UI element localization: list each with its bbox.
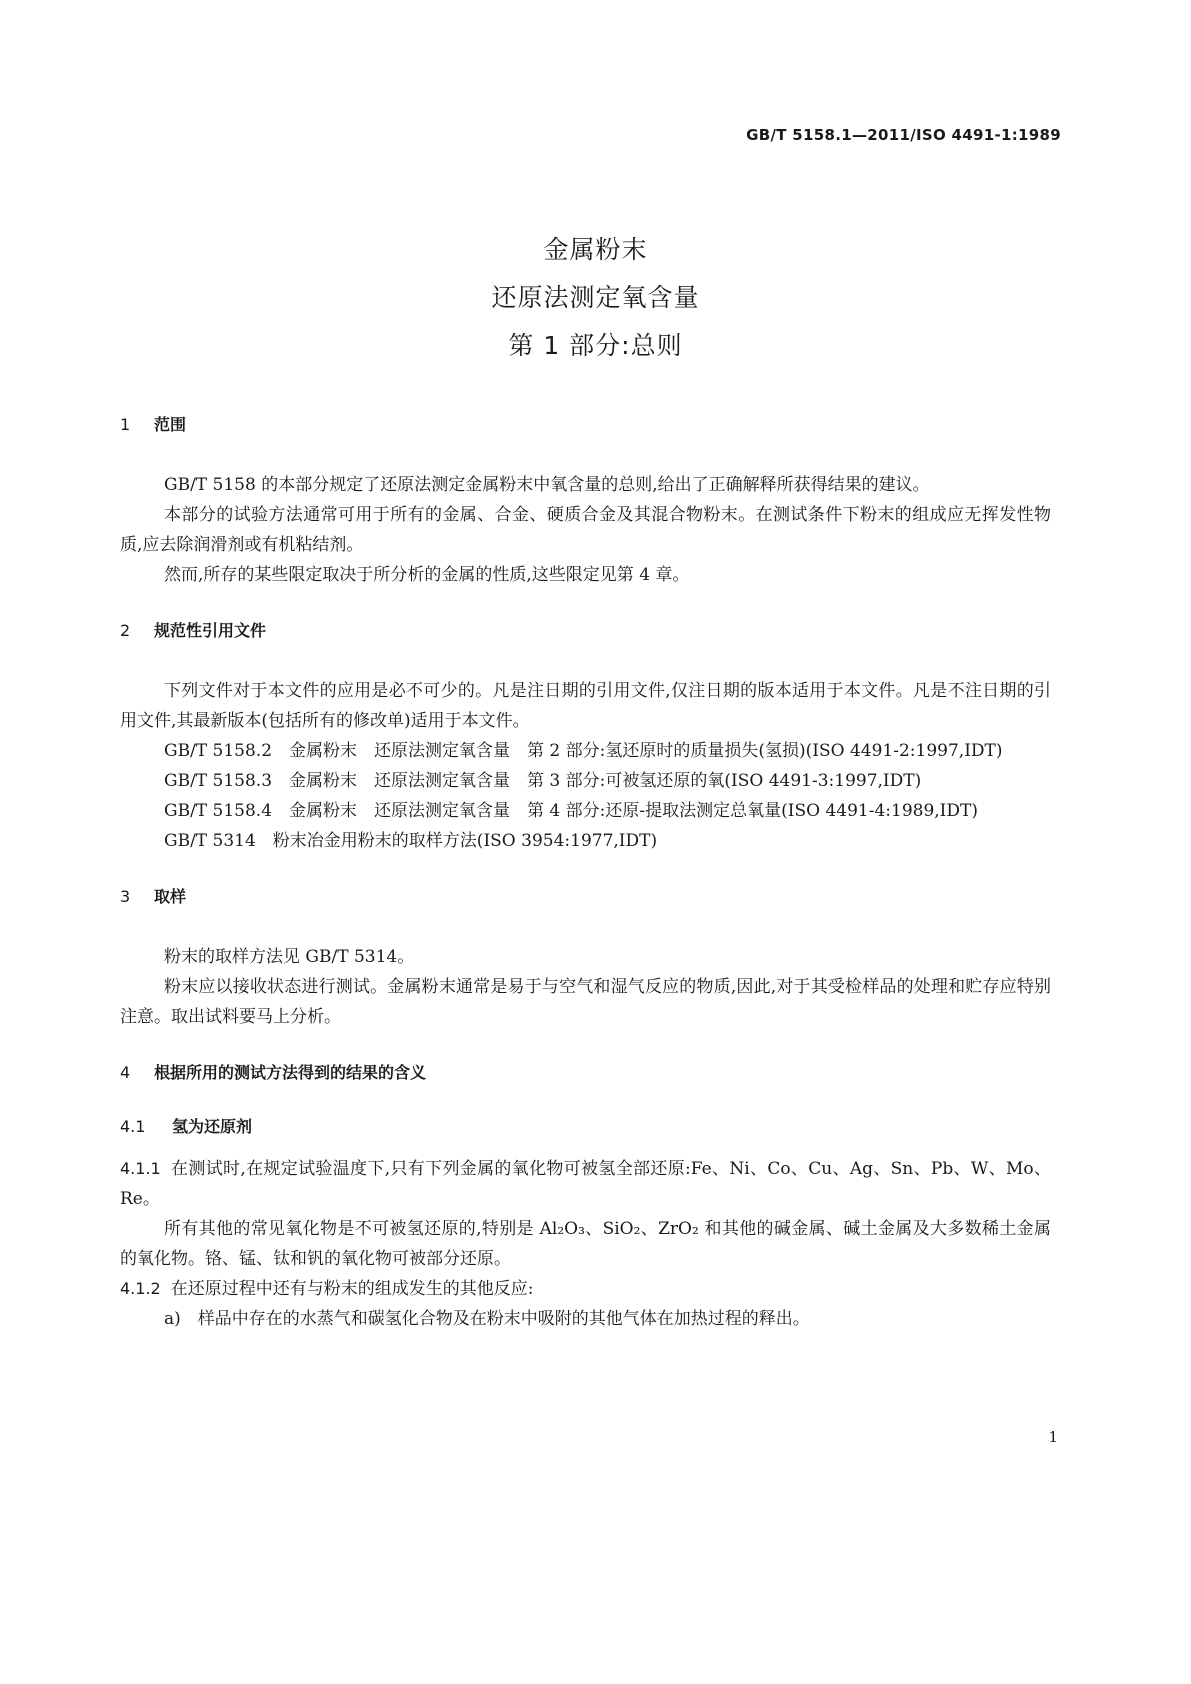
paragraph: GB/T 5158 的本部分规定了还原法测定金属粉末中氧含量的总则,给出了正确解释所获得结果的建议。 <box>164 475 930 495</box>
paragraph: 本部分的试验方法通常可用于所有的金属、合金、硬质合金及其混合物粉末。在测试条件下粉末的组成应无挥发性物质,应去除润滑剂或有机粘结剂。 <box>120 505 1051 555</box>
reference-item: GB/T 5158.4 金属粉末 还原法测定氧含量 第 4 部分:还原-提取法测定总氧量(ISO 4491-4:1989,IDT) <box>164 801 978 821</box>
title-line-1: 金属粉末 <box>543 235 648 264</box>
section-1-heading <box>120 410 1051 440</box>
paragraph: 粉末的取样方法见 GB/T 5314。 <box>164 947 415 967</box>
section-4-heading <box>120 1058 1051 1088</box>
title-line-2: 还原法测定氧含量 <box>491 283 700 312</box>
clause-number: 4.1.2 <box>120 1279 161 1298</box>
list-item-a: a) 样品中存在的水蒸气和碳氢化合物及在粉末中吸附的其他气体在加热过程的释出。 <box>164 1309 810 1329</box>
paragraph: 粉末应以接收状态进行测试。金属粉末通常是易于与空气和湿气反应的物质,因此,对于其受检样品的处理和贮存应特别注意。取出试料要马上分析。 <box>120 977 1051 1027</box>
paragraph: 所有其他的常见氧化物是不可被氢还原的,特别是 Al₂O₃、SiO₂、ZrO₂ 和其他的碱金属、碱土金属及大多数稀土金属的氧化物。铬、锰、钛和钒的氧化物可被部分还原。 <box>120 1219 1051 1269</box>
page-number: 1 <box>1048 1428 1058 1446</box>
section-3-heading <box>120 882 1051 912</box>
section-2-heading <box>120 616 1051 646</box>
section-number: 4 <box>120 1063 131 1082</box>
section-number: 3 <box>120 887 131 906</box>
section-title: 规范性引用文件 <box>154 621 267 640</box>
section-number: 1 <box>120 415 131 434</box>
section-title: 根据所用的测试方法得到的结果的含义 <box>154 1063 427 1082</box>
title-line-3: 第 1 部分:总则 <box>508 331 683 360</box>
paragraph: 然而,所存的某些限定取决于所分析的金属的性质,这些限定见第 4 章。 <box>164 565 690 585</box>
clause-text: 在测试时,在规定试验温度下,只有下列金属的氧化物可被氢全部还原:Fe、Ni、Co、Cu、Ag、Sn、Pb、W、Mo、Re。 <box>120 1159 1051 1209</box>
section-title: 取样 <box>154 887 187 906</box>
section-number: 2 <box>120 621 131 640</box>
clause-4-1-2 <box>120 1274 1051 1304</box>
reference-item: GB/T 5158.3 金属粉末 还原法测定氧含量 第 3 部分:可被氢还原的氧(ISO 4491-3:1997,IDT) <box>164 771 922 791</box>
subsection-4-1-heading <box>120 1112 1051 1142</box>
subsection-number: 4.1 <box>120 1117 146 1136</box>
clause-number: 4.1.1 <box>120 1159 161 1178</box>
section-title: 范围 <box>154 415 187 434</box>
document-title <box>0 226 1191 370</box>
document-body <box>120 410 1051 1334</box>
clause-text: 在还原过程中还有与粉末的组成发生的其他反应: <box>170 1279 534 1299</box>
subsection-title: 氢为还原剂 <box>172 1117 253 1136</box>
reference-item: GB/T 5314 粉末冶金用粉末的取样方法(ISO 3954:1977,IDT) <box>164 831 658 851</box>
paragraph: 下列文件对于本文件的应用是必不可少的。凡是注日期的引用文件,仅注日期的版本适用于本文件。凡是不注日期的引用文件,其最新版本(包括所有的修改单)适用于本文件。 <box>120 681 1051 731</box>
reference-item: GB/T 5158.2 金属粉末 还原法测定氧含量 第 2 部分:氢还原时的质量损失(氢损)(ISO 4491-2:1997,IDT) <box>164 741 1003 761</box>
standard-number: GB/T 5158.1—2011/ISO 4491-1:1989 <box>746 126 1061 144</box>
clause-4-1-1 <box>120 1154 1051 1214</box>
